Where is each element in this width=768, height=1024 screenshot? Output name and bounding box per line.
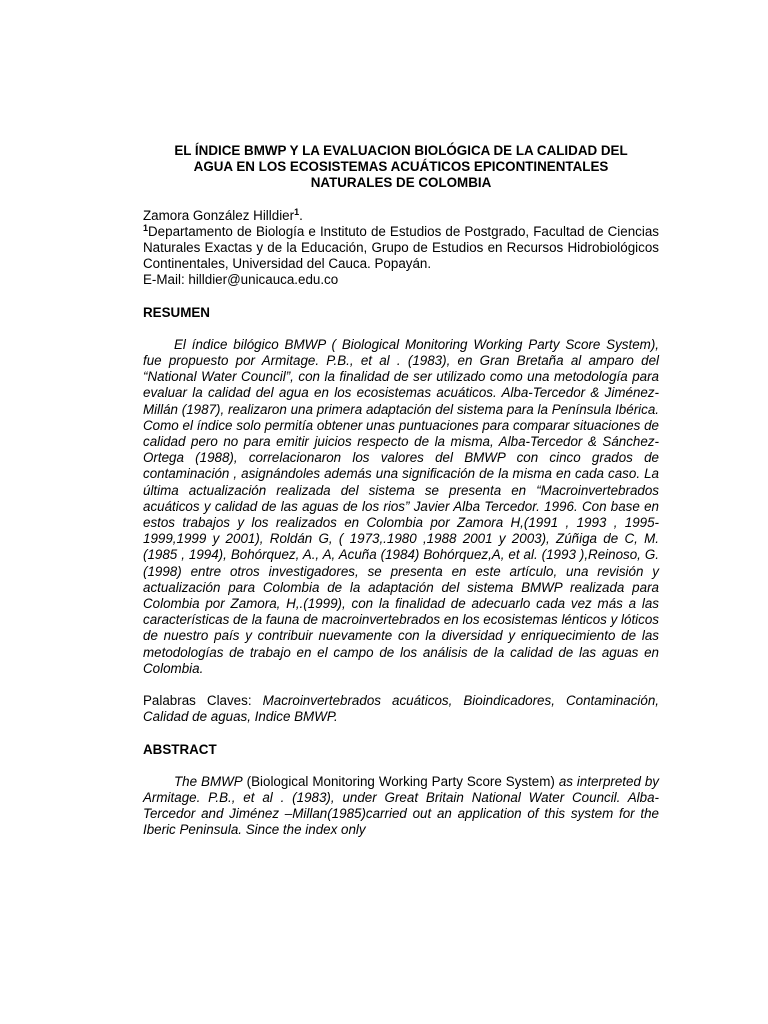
author-block — [143, 208, 659, 289]
author-trailing: . — [299, 207, 303, 223]
abstract-part-a: The BMWP — [174, 773, 243, 789]
resumen-paragraph: El índice bilógico BMWP ( Biological Monitoring Working Party Score System), fue propuesto por Armitage. P.B., et al . (1983), en Gran Bretaña al amparo del “National Water Council”, con la finalidad de ser utilizado como una metodología para evaluar la calidad del agua en los ecosistemas acuáticos. Alba-Tercedor & Jiménez-Millán (1987), realizaron una primera adaptación del sistema para la Península Ibérica. Como el índice solo permitía obtener unas puntuaciones para comparar situaciones de calidad pero no para emitir juicios respecto de la misma, Alba-Tercedor & Sánchez-Ortega (1988), correlacionaron los valores del BMWP con cinco grados de contaminación , asignándoles además una significación de la misma en cada caso. La última actualización realizada del sistema se presenta en “Macroinvertebrados acuáticos y calidad de las aguas de los rios” Javier Alba Tercedor. 1996. Con base en estos trabajos y los realizados en Colombia por Zamora H,(1991 , 1993 , 1995-1999,1999 y 2001), Roldán G, ( 1973,.1980 ,1988 2001 y 2003), Zúñiga de C, M. (1985 , 1994), Bohórquez, A., A, Acuña (1984) Bohórquez,A, et al. (1993 ),Reinoso, G. (1998) entre otros investigadores, se presenta en este artículo, una revisión y actualización para Colombia de la adaptación del sistema BMWP realizada para Colombia por Zamora, H,.(1999), con la finalidad de adecuarlo cada vez más a las características de la fauna de macroinvertebrados en los ecosistemas lénticos y lóticos de nuestro país y contribuir nuevamente con la diversidad y enriquecimiento de las metodologías de trabajo en el campo de los análisis de la calidad de las aguas en Colombia. — [143, 336, 659, 676]
keywords-label: Palabras Claves: — [143, 693, 252, 709]
title-line: EL ÍNDICE BMWP Y LA EVALUACION BIOLÓGICA DE LA CALIDAD DEL — [174, 143, 628, 158]
abstract-paragraph — [143, 774, 659, 839]
abstract-part-b: (Biological Monitoring Working Party Score System) — [242, 773, 559, 789]
author-name: Zamora González Hilldier — [143, 207, 295, 223]
abstract-heading: ABSTRACT — [143, 741, 217, 757]
keywords-text: Macroinvertebrados acuáticos, Bioindicadores, Contaminación, Calidad de aguas, Indice BMWP. — [143, 693, 659, 725]
title-line: AGUA EN LOS ECOSISTEMAS ACUÁTICOS EPICONTINENTALES — [193, 159, 609, 175]
affiliation-mark: 1 — [143, 222, 149, 233]
paper-body — [143, 143, 659, 855]
resumen-heading: RESUMEN — [143, 304, 210, 320]
keywords-paragraph — [143, 693, 659, 725]
author-superscript: 1 — [294, 206, 300, 217]
title-line: NATURALES DE COLOMBIA — [310, 175, 492, 191]
abstract-part-c: as interpreted by Armitage. P.B., et al . (1983), under Great Britain National Water Council. Alba-Tercedor and Jiménez –Millan(1985)carried out an application of this system for the Iberic Peninsula. Since the index only — [143, 773, 660, 838]
affiliation — [143, 224, 659, 273]
affiliation-text: Departamento de Biología e Instituto de Estudios de Postgrado, Facultad de Ciencias Naturales Exactas y de la Educación, Grupo de Estudios en Recursos Hidrobiológicos Continentales, Universidad del Cauca. Popayán. — [143, 223, 659, 272]
author-email: E-Mail: hilldier@unicauca.edu.co — [143, 272, 339, 288]
paper-title — [143, 143, 659, 192]
author-line — [143, 208, 659, 224]
